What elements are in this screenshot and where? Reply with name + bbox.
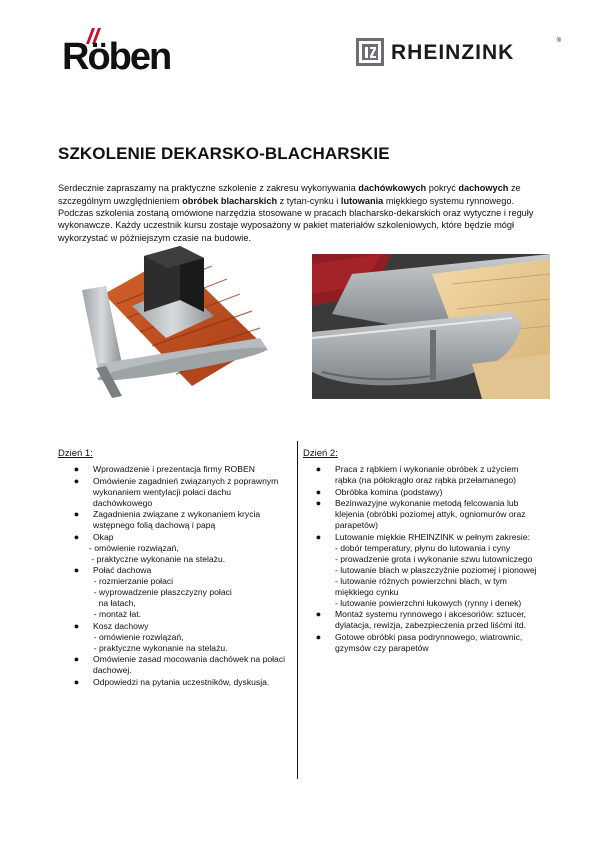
bullet-icon: ●: [73, 654, 80, 664]
intro-text: ze szczególnym uwzględnieniem: [58, 183, 521, 206]
bullet-icon: ●: [315, 609, 322, 619]
sub-list-item: - omówienie rozwiązań,: [89, 631, 184, 642]
sub-list: [89, 542, 292, 565]
sub-list: [89, 631, 292, 654]
list-item-text: Połać dachowa: [93, 565, 152, 575]
roben-logo: [62, 28, 180, 76]
bullet-icon: ●: [315, 486, 322, 497]
bullet-icon: ●: [315, 498, 322, 508]
list-item: [72, 464, 292, 475]
list-item-text: Gotowe obróbki pasa podrynnowego, wiatrownic, gzymsów czy parapetów: [335, 631, 523, 653]
intro-text: z tytan-cynku i: [277, 195, 341, 206]
bullet-icon: ●: [73, 475, 80, 486]
list-item: [314, 464, 542, 486]
rheinzink-mark-icon: [356, 38, 384, 66]
sub-list: [89, 576, 292, 620]
list-item: [314, 487, 542, 498]
sub-list-item: - lutowanie powierzchni łukowych (rynny i denek): [335, 597, 522, 608]
day1-heading: Dzień 1:: [58, 448, 93, 459]
list-item: [314, 609, 542, 631]
day2-heading: Dzień 2:: [303, 448, 338, 459]
bullet-icon: ●: [315, 464, 322, 474]
rheinzink-logo: [356, 38, 561, 68]
list-item-text: Obróbka komina (podstawy): [335, 486, 443, 497]
sub-list-item: - omówienie rozwiązań,: [89, 542, 179, 553]
sub-list-item: - praktyczne wykonanie na stelażu.: [89, 642, 228, 653]
intro-bold: obróbek blacharskich: [182, 195, 278, 206]
rheinzink-logo-text: RHEINZINK: [391, 41, 515, 64]
list-item: [72, 654, 292, 676]
gutter-detail-photo: [312, 254, 550, 399]
bullet-icon: ●: [315, 531, 322, 542]
intro-paragraph: [58, 182, 543, 244]
sub-list-item: na łatach,: [89, 598, 136, 608]
list-item-text: Zagadnienia związane z wykonaniem krycia wstępnego folią dachową i papą: [93, 509, 261, 530]
sub-list-item: - praktyczne wykonanie na stelażu.: [89, 553, 226, 564]
list-item-text: Okap: [93, 531, 114, 542]
sub-list-item: - prowadzenie grota i wykonanie szwu lutowniczego: [335, 553, 533, 564]
bullet-icon: ●: [73, 509, 80, 519]
list-item-text: Kosz dachowy: [93, 620, 149, 631]
sub-list-item: - montaż łat.: [89, 609, 142, 619]
list-item: [314, 532, 542, 609]
intro-bold: dachowych: [458, 183, 509, 194]
sub-list-item: - lutowanie różnych powierzchni blach, w tym miękkiego cynku: [335, 575, 510, 597]
intro-text: Serdecznie zapraszamy na praktyczne szkolenie z zakresu wykonywania: [58, 183, 359, 194]
list-item: [314, 632, 542, 654]
intro-text: pokryć: [426, 183, 459, 194]
list-item-text: Montaż systemu rynnowego i akcesoriów: sztucer, dylatacja, rewizja, zabezpieczenia przed liśćmi itd.: [335, 609, 527, 630]
list-item: [72, 677, 292, 688]
day1-list: [72, 464, 292, 688]
sub-list-item: - dobór temperatury, płynu do lutowania i cyny: [335, 542, 511, 553]
page-title: SZKOLENIE DEKARSKO-BLACHARSKIE: [58, 144, 390, 163]
registered-mark: ®: [556, 38, 561, 44]
sub-list-item: - rozmierzanie połaci: [89, 576, 174, 586]
bullet-icon: ●: [73, 464, 80, 474]
bullet-icon: ●: [73, 565, 80, 575]
sub-list-item: - wyprowadzenie płaszczyzny połaci: [89, 587, 232, 597]
bullet-icon: ●: [73, 676, 80, 687]
sub-list-item: - lutowanie blach w płaszczyźnie poziomej i pionowej: [335, 564, 537, 575]
roof-chimney-photo: [62, 246, 274, 404]
column-divider: [297, 441, 298, 779]
intro-bold: lutowania: [340, 195, 384, 206]
bullet-icon: ●: [315, 631, 322, 642]
list-item-text: Bezinwazyjne wykonanie metodą felcowania lub klejenia (obróbki poziomej attyk, ogniomurów oraz parapetów): [335, 498, 526, 530]
day2-list: [314, 464, 542, 654]
list-item-text: Omówienie zagadnień związanych z poprawnym wykonaniem wentylacji połaci dachu dachówkowego: [93, 475, 279, 508]
list-item-text: Odpowiedzi na pytania uczestników, dyskusja.: [93, 676, 270, 687]
list-item: [72, 532, 292, 565]
list-item: [72, 509, 292, 531]
sub-list: [335, 543, 542, 609]
bullet-icon: ●: [73, 620, 80, 631]
list-item-text: Omówienie zasad mocowania dachówek na połaci dachowej.: [93, 654, 286, 675]
bullet-icon: ●: [73, 531, 80, 542]
list-item: [72, 621, 292, 654]
list-item: [314, 498, 542, 531]
intro-bold: dachówkowych: [358, 183, 427, 194]
list-item-text: Praca z rąbkiem i wykonanie obróbek z użyciem rąbka (na półokrągło oraz rąbka przełamanego): [335, 464, 519, 485]
list-item: [72, 476, 292, 509]
list-item: [72, 565, 292, 620]
list-item-text: Wprowadzenie i prezentacja firmy ROBEN: [93, 464, 255, 474]
list-item-text: Lutowanie miękkie RHEINZINK w pełnym zakresie:: [335, 531, 530, 542]
roben-logo-text: Röben: [62, 36, 171, 78]
intro-text: miękkiego systemu rynnowego. Podczas szkolenia zostaną omówione narzędzia stosowane w pracach blacharsko-dekarskich oraz wytyczne i reguły wykonawcze. Każdy uczestnik kursu zostaje wyposażony w pakiet materiałów szkoleniowych, które będzie mógł wykorzystać w późniejszym czasie na budowie.: [58, 195, 534, 243]
